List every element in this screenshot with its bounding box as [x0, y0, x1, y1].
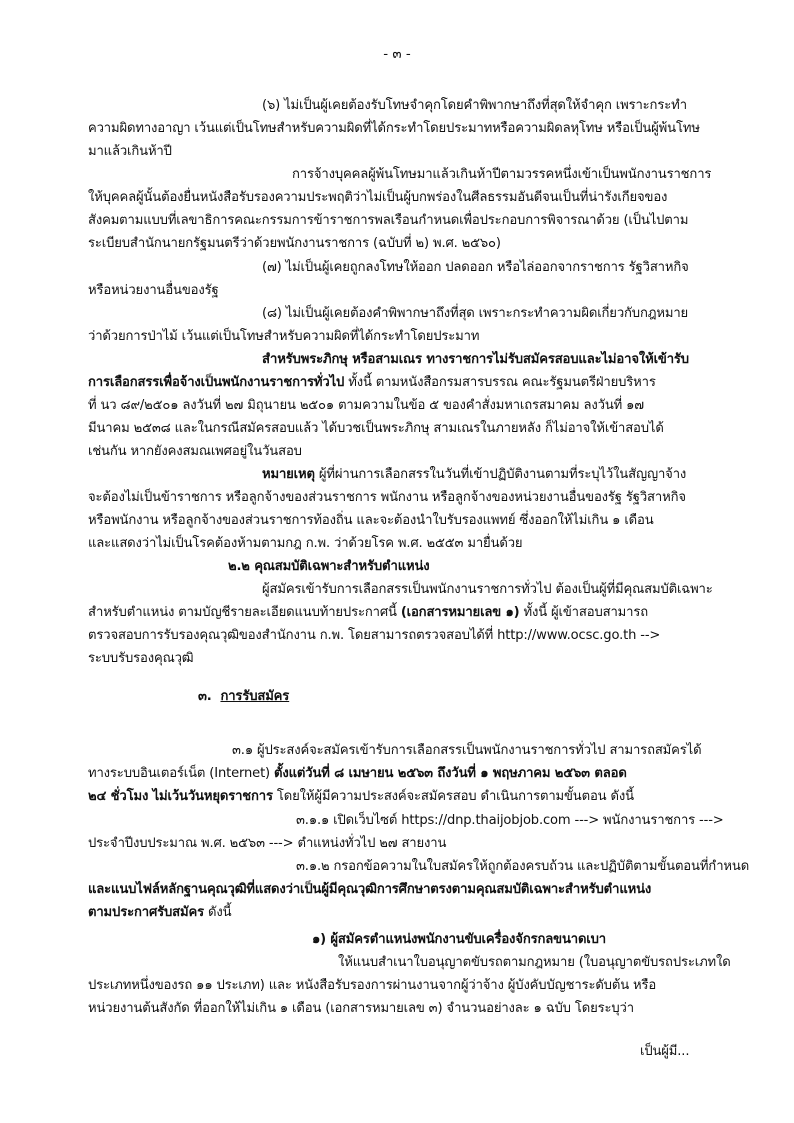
item-1-line-1: ให้แนบสำเนาใบอนุญาตขับรถตามกฎหมาย (ใบอนุญาตขับรถประเภทใด [338, 955, 731, 970]
p7-line-2: หรือหน่วยงานอื่นของรัฐ [88, 283, 219, 298]
item-1-line-3: หน่วยงานต้นสังกัด ที่ออกให้ไม่เกิน ๑ เดือน (เอกสารหมายเลข ๓) จำนวนอย่างละ ๑ ฉบับ โดยระบุว่า [88, 1001, 634, 1016]
hire-line-1: การจ้างบุคคลผู้พ้นโทษมาแล้วเกินห้าปีตามวรรคหนึ่งเข้าเป็นพนักงานราชการ [292, 167, 712, 182]
s312-line-3 [88, 905, 231, 921]
application-period: ตั้งแต่วันที่ ๘ เมษายน ๒๕๖๓ ถึงวันที่ ๑ พฤษภาคม ๒๕๖๓ ตลอด [274, 766, 627, 781]
s22-line-2 [88, 605, 648, 621]
note-label: หมายเหตุ [262, 467, 315, 482]
section-3-heading [198, 689, 289, 705]
s22-line-4: ระบบรับรองคุณวุฒิ [88, 651, 194, 666]
s22-line-3: ตรวจสอบการรับรองคุณวุฒิของสำนักงาน ก.พ. โดยสามารถตรวจสอบได้ที่ http://www.ocsc.go.th --> [88, 628, 661, 643]
section-2-2-heading: ๒.๒ คุณสมบัติเฉพาะสำหรับตำแหน่ง [228, 559, 430, 574]
section-3-number: ๓. [198, 689, 212, 704]
hire-line-4: ระเบียบสำนักนายกรัฐมนตรีว่าด้วยพนักงานราชการ (ฉบับที่ ๒) พ.ศ. ๒๕๖๐) [88, 236, 501, 251]
s22-line-2-b: ทั้งนี้ ผู้เข้าสอบสามารถ [519, 605, 648, 620]
s312-line-3-bold: ตามประกาศรับสมัคร [88, 905, 204, 920]
item-1-line-2: ประเภทหนึ่งของรถ ๑๑ ประเภท) และ หนังสือรับรองการผ่านงานจากผู้ว่าจ้าง ผู้บังคับบัญชาระดับต้น หรือ [88, 978, 657, 993]
document-ref-1: (เอกสารหมายเลข ๑) [400, 605, 520, 620]
continuation-text: เป็นผู้มี... [640, 1044, 690, 1059]
s312-line-1: ๓.๑.๒ กรอกข้อความในใบสมัครให้ถูกต้องครบถ้วน และปฏิบัติตามขั้นตอนที่กำหนด [296, 859, 750, 874]
hire-line-2: ให้บุคคลผู้นั้นต้องยื่นหนังสือรับรองความประพฤติว่าไม่เป็นผู้บกพร่องในศีลธรรมอันดีจนเป็นที่น่ารังเกียจของ [88, 190, 668, 205]
monk-line-5: เช่นกัน หากยังคงสมณเพศอยู่ในวันสอบ [88, 444, 302, 459]
note-line-4: และแสดงว่าไม่เป็นโรคต้องห้ามตามกฎ ก.พ. ว่าด้วยโรค พ.ศ. ๒๕๕๓ มายื่นด้วย [88, 536, 523, 551]
note-line-1-rest: ผู้ที่ผ่านการเลือกสรรในวันที่เข้าปฏิบัติงานตามที่ระบุไว้ในสัญญาจ้าง [314, 467, 687, 482]
section-3-title: การรับสมัคร [220, 689, 290, 704]
monk-line-2-bold: การเลือกสรรเพื่อจ้างเป็นพนักงานราชการทั่วไป [88, 375, 345, 390]
s312-line-2: และแนบไฟล์หลักฐานคุณวุฒิที่แสดงว่าเป็นผู้มีคุณวุฒิการศึกษาตรงตามคุณสมบัติเฉพาะสำหรับตำแหน่ง [88, 882, 652, 897]
note-line-2: จะต้องไม่เป็นข้าราชการ หรือลูกจ้างของส่วนราชการ พนักงาน หรือลูกจ้างของหน่วยงานอื่นของรัฐ รัฐวิสาหกิจ [88, 490, 686, 505]
s22-line-1: ผู้สมัครเข้ารับการเลือกสรรเป็นพนักงานราชการทั่วไป ต้องเป็นผู้ที่มีคุณสมบัติเฉพาะ [262, 582, 713, 597]
monk-line-2-rest: ทั้งนี้ ตามหนังสือกรมสารบรรณ คณะรัฐมนตรีฝ่ายบริหาร [344, 375, 656, 390]
hire-line-3: สังคมตามแบบที่เลขาธิการคณะกรรมการข้าราชการพลเรือนกำหนดเพื่อประกอบการพิจารณาด้วย (เป็นไปตาม [88, 213, 689, 228]
p6-line-2: ความผิดทางอาญา เว้นแต่เป็นโทษสำหรับความผิดที่ได้กระทำโดยประมาทหรือความผิดลหุโทษ หรือเป็นผู้พ้นโทษ [88, 121, 700, 136]
p6-line-3: มาแล้วเกินห้าปี [88, 144, 172, 159]
s31-line-3-rest: โดยให้ผู้มีความประสงค์จะสมัครสอบ ดำเนินการตามขั้นตอน ดังนี้ [272, 789, 634, 804]
s31-line-1: ๓.๑ ผู้ประสงค์จะสมัครเข้ารับการเลือกสรรเป็นพนักงานราชการทั่วไป สามารถสมัครได้ [232, 743, 702, 758]
p7-line-1: (๗) ไม่เป็นผู้เคยถูกลงโทษให้ออก ปลดออก หรือไล่ออกจากราชการ รัฐวิสาหกิจ [262, 260, 689, 275]
p8-line-1: (๘) ไม่เป็นผู้เคยต้องคำพิพากษาถึงที่สุด เพราะกระทำความผิดเกี่ยวกับกฎหมาย [262, 306, 689, 321]
monk-line-4: มีนาคม ๒๕๓๘ และในกรณีสมัครสอบแล้ว ได้บวชเป็นพระภิกษุ สามเณรในภายหลัง ก็ไม่อาจให้เข้าสอบได้ [88, 421, 664, 436]
page-number: - ๓ - [383, 46, 411, 62]
monk-line-3: ที่ นว ๘๙/๒๕๐๑ ลงวันที่ ๒๗ มิถุนายน ๒๕๐๑ ตามความในข้อ ๕ ของคำสั่งมหาเถรสมาคม ลงวันที่ ๑๗ [88, 398, 645, 413]
application-hours: ๒๔ ชั่วโมง ไม่เว้นวันหยุดราชการ [88, 789, 273, 804]
s312-line-3-rest: ดังนี้ [203, 905, 232, 920]
s31-line-2-a: ทางระบบอินเตอร์เน็ต (Internet) [88, 766, 275, 781]
monk-line-1: สำหรับพระภิกษุ หรือสามเณร ทางราชการไม่รับสมัครสอบและไม่อาจให้เข้ารับ [262, 352, 689, 367]
p6-line-1: (๖) ไม่เป็นผู้เคยต้องรับโทษจำคุกโดยคำพิพากษาถึงที่สุดให้จำคุก เพราะกระทำ [262, 98, 687, 113]
s31-line-3 [88, 789, 634, 805]
s311-line-1: ๓.๑.๑ เปิดเว็บไซต์ https://dnp.thaijobjob.com ---> พนักงานราชการ ---> [296, 813, 724, 828]
item-1-heading: ๑) ผู้สมัครตำแหน่งพนักงานขับเครื่องจักรกลขนาดเบา [312, 932, 606, 947]
s311-line-2: ประจำปีงบประมาณ พ.ศ. ๒๕๖๓ ---> ตำแหน่งทั่วไป ๒๗ สายงาน [88, 836, 447, 851]
s31-line-2 [88, 766, 627, 782]
s22-line-2-a: สำหรับตำแหน่ง ตามบัญชีรายละเอียดแนบท้ายประกาศนี้ [88, 605, 401, 620]
note-line-1 [262, 467, 686, 483]
p8-line-2: ว่าด้วยการป่าไม้ เว้นแต่เป็นโทษสำหรับความผิดที่ได้กระทำโดยประมาท [88, 329, 480, 344]
note-line-3: หรือพนักงาน หรือลูกจ้างของส่วนราชการท้องถิ่น และจะต้องนำใบรับรองแพทย์ ซึ่งออกให้ไม่เกิน ๑ เดือน [88, 513, 654, 528]
monk-line-2 [88, 375, 656, 391]
